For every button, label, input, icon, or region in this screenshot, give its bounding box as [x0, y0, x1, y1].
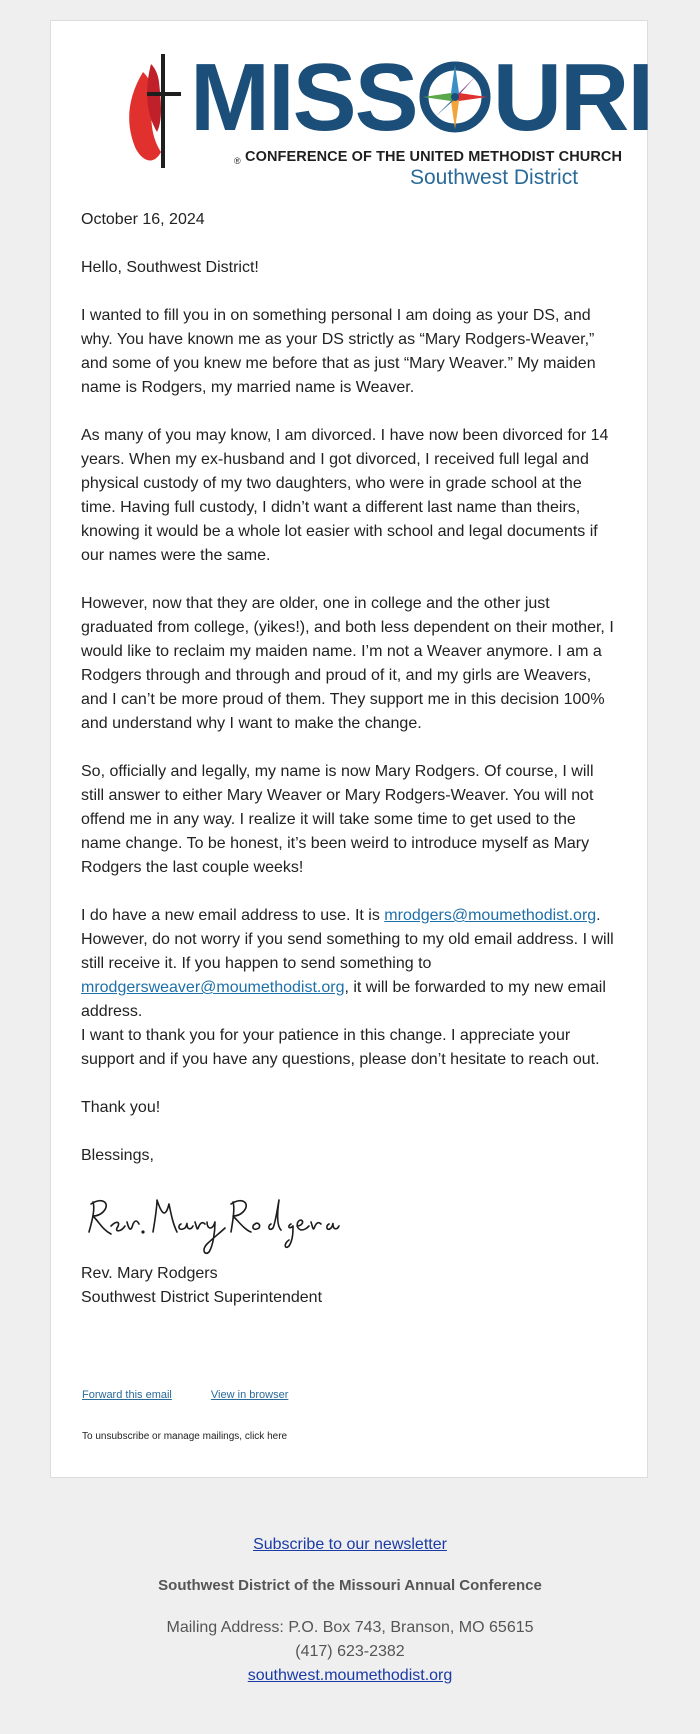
paragraph-4: So, officially and legally, my name is now Mary Rodgers. Of course, I will still answer to either Mary Weaver or Mary Rodgers-Weaver. You will not offend me in any way. I realize it will take some time to get used to the name change. To be honest, it’s been weird to introduce myself as Mary Rodgers the last couple weeks!	[81, 763, 594, 876]
conference-tagline: CONFERENCE OF THE UNITED METHODIST CHURCH	[245, 149, 623, 165]
view-in-browser-link[interactable]: View in browser	[210, 1389, 289, 1401]
paragraph-5: I do have a new email address to use. It is mrodgers@moumethodist.org. However, do not worry if you send something to my old email address. I will still receive it. If you happen to send something to mrodgersweaver@moumethodist.org, it will be forwarded to my new email address.	[81, 907, 614, 1020]
handwritten-signature	[81, 1190, 341, 1260]
missouri-wordmark: MISS URI	[190, 44, 653, 151]
website-link[interactable]: southwest.moumethodist.org	[247, 1667, 453, 1684]
registered-mark: ®	[234, 156, 241, 166]
district-name: Southwest District	[410, 166, 579, 189]
letter-greeting: Hello, Southwest District!	[81, 259, 259, 276]
subscribe-section	[0, 1536, 700, 1554]
cross-and-flame-icon	[123, 52, 193, 172]
signature-block	[81, 1262, 581, 1310]
missouri-conference-logo	[73, 30, 653, 190]
compass-rose-icon	[419, 61, 491, 133]
contact-block	[0, 1616, 700, 1688]
email-footer-links	[82, 1389, 324, 1401]
organization-name: Southwest District of the Missouri Annual Conference	[158, 1577, 542, 1594]
new-email-link[interactable]: mrodgers@moumethodist.org	[384, 907, 597, 924]
paragraph-3: However, now that they are older, one in college and the other just graduated from college, (yikes!), and both less dependent on their mother, I would like to reclaim my maiden name. I’m not a Weaver anymore. I am a Rodgers through and through and proud of it, and my girls are Weavers, and I can’t be more proud of them. They support me in this decision 100% and understand why I want to make the change.	[81, 595, 614, 732]
sign-name: Rev. Mary Rodgers	[81, 1265, 218, 1282]
paragraph-2: As many of you may know, I am divorced. I have now been divorced for 14 years. When my ex-husband and I got divorced, I received full legal and physical custody of my two daughters, who were in grade school at the time. Having full custody, I didn’t want a different last name than theirs, knowing it would be a whole lot easier with school and legal documents if our names were the same.	[81, 427, 609, 564]
paragraph-6: I want to thank you for your patience in this change. I appreciate your support and if you have any questions, please don’t hesitate to reach out.	[81, 1027, 600, 1068]
sign-title: Southwest District Superintendent	[81, 1289, 323, 1306]
letter-date: October 16, 2024	[81, 211, 205, 228]
unsubscribe-link[interactable]: To unsubscribe or manage mailings, click here	[82, 1431, 288, 1442]
thank-you-line: Thank you!	[81, 1099, 161, 1116]
forward-email-link[interactable]: Forward this email	[82, 1389, 172, 1401]
letter-body	[81, 208, 619, 1192]
old-email-link[interactable]: mrodgersweaver@moumethodist.org	[81, 979, 345, 996]
subscribe-link[interactable]: Subscribe to our newsletter	[253, 1536, 447, 1553]
blessings-line: Blessings,	[81, 1147, 154, 1164]
phone-number: (417) 623-2382	[295, 1643, 405, 1660]
paragraph-1: I wanted to fill you in on something personal I am doing as your DS, and why. You have known me as your DS strictly as “Mary Rodgers-Weaver,” and some of you knew me before that as just “Mary Weaver.” My maiden name is Rodgers, my married name is Weaver.	[81, 307, 596, 396]
mailing-address: Mailing Address: P.O. Box 743, Branson, MO 65615	[166, 1619, 534, 1636]
